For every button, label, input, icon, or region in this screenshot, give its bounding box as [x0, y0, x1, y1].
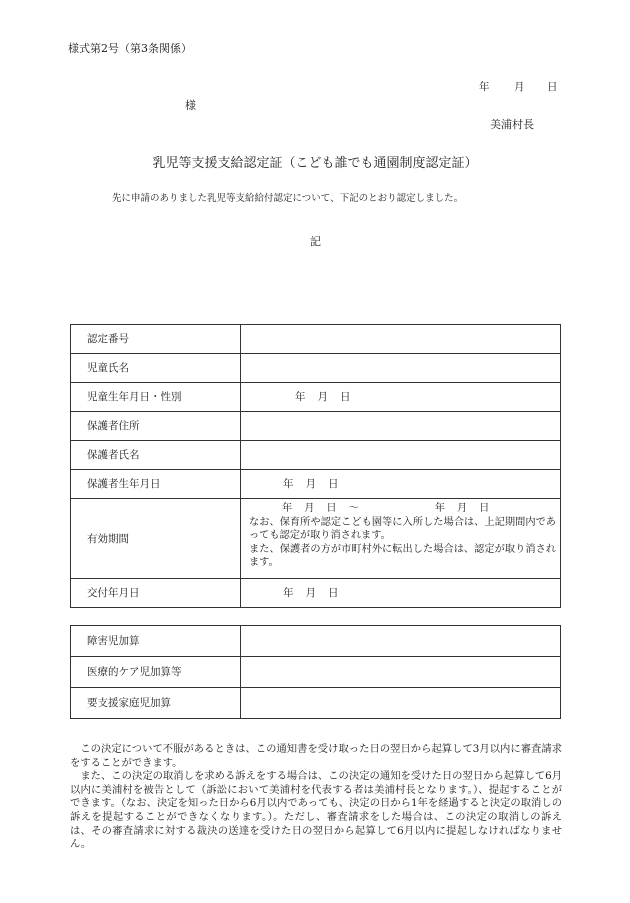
table-row [71, 441, 561, 470]
validity-note-admission: なお、保育所や認定こども園等に入所した場合は、上記期間内であっても認定が取り消されます。 [249, 516, 556, 541]
additions-table [70, 625, 561, 719]
date-day-label: 日 [547, 81, 558, 93]
intro-text: 先に申請のありました乳児等支給給付認定について、下記のとおり認定しました。 [112, 193, 464, 204]
validity-note-relocation: また、保護者の方が市町村外に転出した場合は、認定が取り消されます。 [249, 543, 556, 568]
year-label: 年 [282, 503, 293, 514]
disabled-child-addition-label: 障害児加算 [71, 626, 241, 657]
guardian-name-label: 保護者氏名 [71, 441, 241, 470]
table-row [71, 499, 561, 579]
certification-number-label: 認定番号 [71, 325, 241, 354]
table-row [71, 412, 561, 441]
table-row [71, 688, 561, 719]
notice-paragraph: また、この決定の取消しを求める訴えをする場合は、この決定の通知を受けた日の翌日から起算して6月以内に美浦村を被告として（訴訟において美浦村を代表する者は美浦村長となります。）、提起することができます。（なお、決定を知った日から6月以内であっても、決定の日から1年を経過すると決定の取消しの訴えを提起することができなくなります。）。ただし、審査請求をした場合は、この決定の取消しの訴えは、その審査請求に対する裁決の送達を受けた日の翌日から起算して6月以内に提起しなければなりません。 [70, 770, 563, 851]
date-month-label: 月 [514, 81, 525, 93]
guardian-address-value [241, 412, 561, 441]
medical-care-addition-label: 医療的ケア児加算等 [71, 657, 241, 688]
day-label: 日 [328, 587, 339, 599]
year-label: 年 [283, 587, 294, 599]
month-label: 月 [317, 391, 328, 403]
support-family-addition-label: 要支援家庭児加算 [71, 688, 241, 719]
child-name-label: 児童氏名 [71, 354, 241, 383]
tilde-separator: ～ [348, 503, 359, 514]
table-row [71, 354, 561, 383]
ki-heading: 記 [310, 235, 321, 248]
table-row [71, 325, 561, 354]
notice-paragraph: この決定について不服があるときは、この通知書を受け取った日の翌日から起算して3月以内に審査請求をすることができます。 [70, 743, 563, 769]
certification-table [70, 324, 561, 608]
table-row [71, 579, 561, 608]
day-label: 日 [328, 478, 339, 490]
table-row [71, 657, 561, 688]
year-label: 年 [283, 478, 294, 490]
table-row [71, 470, 561, 499]
issuer-name: 美浦村長 [490, 118, 534, 131]
month-label: 月 [305, 587, 316, 599]
child-birth-value [241, 383, 561, 412]
month-label: 月 [304, 503, 315, 514]
table-row [71, 626, 561, 657]
support-family-addition-value [241, 688, 561, 719]
child-birth-gender-label: 児童生年月日・性別 [71, 383, 241, 412]
addressee-suffix: 様 [185, 99, 196, 112]
form-number: 様式第2号（第3条関係） [68, 42, 192, 55]
child-name-value [241, 354, 561, 383]
validity-period-label: 有効期間 [71, 499, 241, 579]
certification-number-value [241, 325, 561, 354]
document-title: 乳児等支援支給認定証（こども誰でも通園制度認定証） [152, 156, 478, 171]
month-label: 月 [305, 478, 316, 490]
medical-care-addition-value [241, 657, 561, 688]
day-label: 日 [340, 391, 351, 403]
year-label: 年 [295, 391, 306, 403]
day-label: 日 [326, 503, 337, 514]
guardian-birth-label: 保護者生年月日 [71, 470, 241, 499]
month-label: 月 [456, 503, 468, 514]
day-label: 日 [479, 503, 490, 514]
year-label: 年 [434, 503, 445, 514]
table-row [71, 383, 561, 412]
guardian-name-value [241, 441, 561, 470]
appeal-notice [70, 743, 562, 852]
guardian-birth-value [241, 470, 561, 499]
date-year-label: 年 [479, 81, 490, 93]
issue-date-label: 交付年月日 [71, 579, 241, 608]
guardian-address-label: 保護者住所 [71, 412, 241, 441]
disabled-child-addition-value [241, 626, 561, 657]
validity-date-range [249, 502, 556, 516]
issue-date-value [241, 579, 561, 608]
validity-period-value [241, 499, 561, 579]
